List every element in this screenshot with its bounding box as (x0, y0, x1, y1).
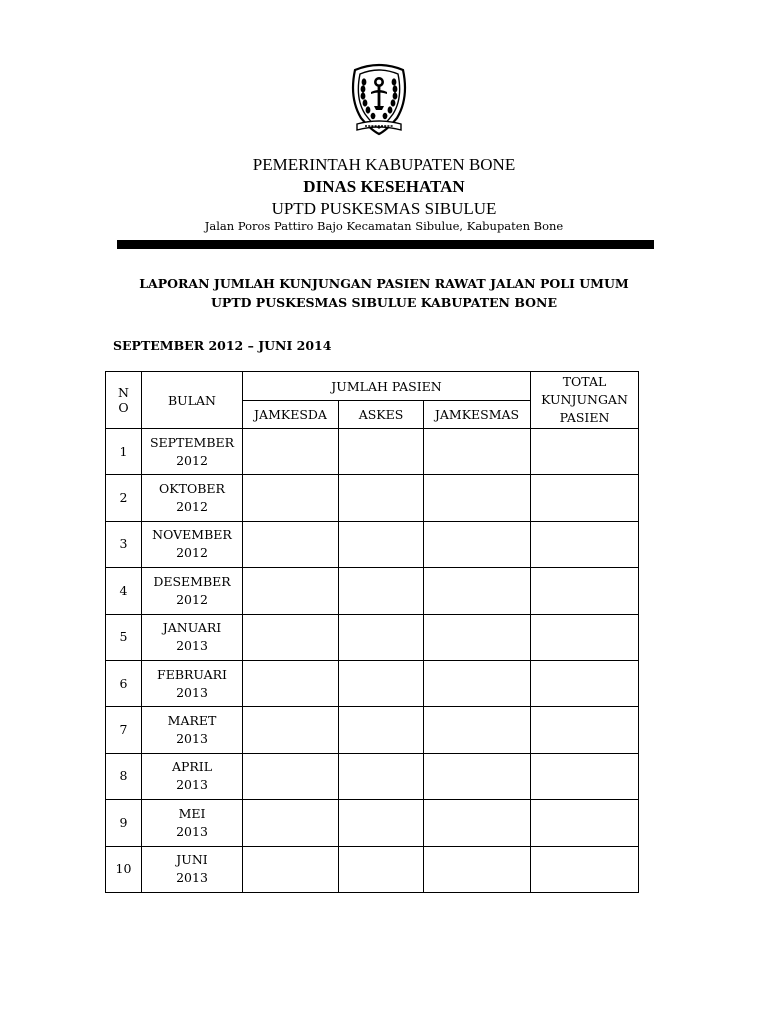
cell-jamkesmas (424, 614, 531, 660)
cell-jamkesmas (424, 568, 531, 614)
row-no: 2 (106, 475, 142, 521)
cell-jamkesda (243, 660, 339, 706)
row-year: 2013 (176, 684, 208, 700)
row-month (142, 429, 243, 475)
header-jamkesda: JAMKESDA (243, 401, 339, 429)
cell-total (531, 521, 639, 567)
table-row (106, 568, 639, 614)
header-government: PEMERINTAH KABUPATEN BONE (252, 155, 516, 174)
header-total-line1: TOTAL (562, 374, 607, 389)
header-no (106, 372, 142, 429)
cell-askes (339, 521, 424, 567)
table-row (106, 614, 639, 660)
row-month-name: JUNI (176, 852, 208, 868)
cell-jamkesmas (424, 846, 531, 892)
kabupaten-bone-emblem-icon (347, 58, 411, 142)
cell-jamkesmas (424, 475, 531, 521)
row-month (142, 753, 243, 799)
header-divider (117, 240, 654, 249)
row-year: 2012 (176, 452, 208, 468)
row-year: 2012 (176, 499, 208, 515)
header-jumlah-pasien: JUMLAH PASIEN (243, 372, 531, 401)
cell-jamkesda (243, 614, 339, 660)
row-month-name: OKTOBER (159, 481, 225, 497)
table-row (106, 846, 639, 892)
cell-jamkesda (243, 475, 339, 521)
row-month-name: APRIL (171, 759, 213, 775)
table-header-row (106, 372, 639, 401)
row-no: 10 (106, 846, 142, 892)
cell-askes (339, 568, 424, 614)
header-department: DINAS KESEHATAN (303, 177, 465, 196)
row-no: 7 (106, 707, 142, 753)
row-year: 2013 (176, 823, 208, 839)
visit-report-table (105, 371, 639, 893)
cell-total (531, 707, 639, 753)
table-row (106, 429, 639, 475)
table-row (106, 660, 639, 706)
table-row (106, 707, 639, 753)
header-jamkesmas: JAMKESMAS (424, 401, 531, 429)
cell-total (531, 568, 639, 614)
row-month (142, 614, 243, 660)
row-year: 2013 (176, 870, 208, 886)
row-no: 8 (106, 753, 142, 799)
report-title-line2: UPTD PUSKESMAS SIBULUE KABUPATEN BONE (211, 295, 557, 310)
cell-askes (339, 707, 424, 753)
cell-askes (339, 753, 424, 799)
row-year: 2013 (176, 777, 208, 793)
cell-jamkesmas (424, 800, 531, 846)
row-month-name: NOVEMBER (152, 527, 232, 543)
cell-jamkesda (243, 753, 339, 799)
table-row (106, 521, 639, 567)
table-row (106, 475, 639, 521)
row-year: 2012 (176, 545, 208, 561)
cell-jamkesda (243, 429, 339, 475)
row-month-name: MARET (167, 713, 217, 729)
cell-jamkesmas (424, 429, 531, 475)
cell-askes (339, 614, 424, 660)
row-no: 4 (106, 568, 142, 614)
row-no: 9 (106, 800, 142, 846)
cell-total (531, 614, 639, 660)
report-period: SEPTEMBER 2012 – JUNI 2014 (113, 338, 332, 353)
cell-askes (339, 429, 424, 475)
row-month (142, 475, 243, 521)
table-body (106, 429, 639, 893)
row-year: 2013 (176, 731, 208, 747)
table-row (106, 800, 639, 846)
header-total-line3: PASIEN (559, 410, 610, 425)
row-month (142, 846, 243, 892)
row-month-name: MEI (178, 805, 206, 821)
header-no-line2: O (118, 400, 129, 415)
row-year: 2012 (176, 591, 208, 607)
header-askes: ASKES (339, 401, 424, 429)
row-month (142, 521, 243, 567)
table-row (106, 753, 639, 799)
cell-total (531, 660, 639, 706)
cell-jamkesmas (424, 660, 531, 706)
header-unit: UPTD PUSKESMAS SIBULUE (271, 199, 497, 218)
cell-total (531, 800, 639, 846)
row-month-name: FEBRUARI (157, 666, 227, 682)
row-month-name: SEPTEMBER (149, 434, 235, 450)
cell-jamkesmas (424, 521, 531, 567)
header-total-line2: KUNJUNGAN (541, 392, 628, 407)
cell-jamkesda (243, 846, 339, 892)
report-title-line1: LAPORAN JUMLAH KUNJUNGAN PASIEN RAWAT JALAN POLI UMUM (139, 276, 629, 291)
row-month-name: JANUARI (162, 620, 222, 636)
cell-total (531, 753, 639, 799)
cell-askes (339, 660, 424, 706)
row-no: 5 (106, 614, 142, 660)
row-year: 2013 (176, 638, 208, 654)
cell-askes (339, 475, 424, 521)
row-no: 6 (106, 660, 142, 706)
row-month (142, 660, 243, 706)
cell-total (531, 429, 639, 475)
cell-total (531, 475, 639, 521)
header-address: Jalan Poros Pattiro Bajo Kecamatan Sibulue, Kabupaten Bone (204, 219, 564, 233)
cell-jamkesda (243, 707, 339, 753)
row-month (142, 568, 243, 614)
row-month-name: DESEMBER (153, 573, 231, 589)
cell-askes (339, 846, 424, 892)
cell-jamkesda (243, 568, 339, 614)
header-bulan: BULAN (142, 372, 243, 429)
row-no: 1 (106, 429, 142, 475)
cell-total (531, 846, 639, 892)
cell-askes (339, 800, 424, 846)
cell-jamkesda (243, 800, 339, 846)
row-month (142, 800, 243, 846)
header-total (531, 372, 639, 429)
header-no-line1: N (118, 385, 129, 400)
row-month (142, 707, 243, 753)
cell-jamkesmas (424, 753, 531, 799)
cell-jamkesmas (424, 707, 531, 753)
row-no: 3 (106, 521, 142, 567)
cell-jamkesda (243, 521, 339, 567)
